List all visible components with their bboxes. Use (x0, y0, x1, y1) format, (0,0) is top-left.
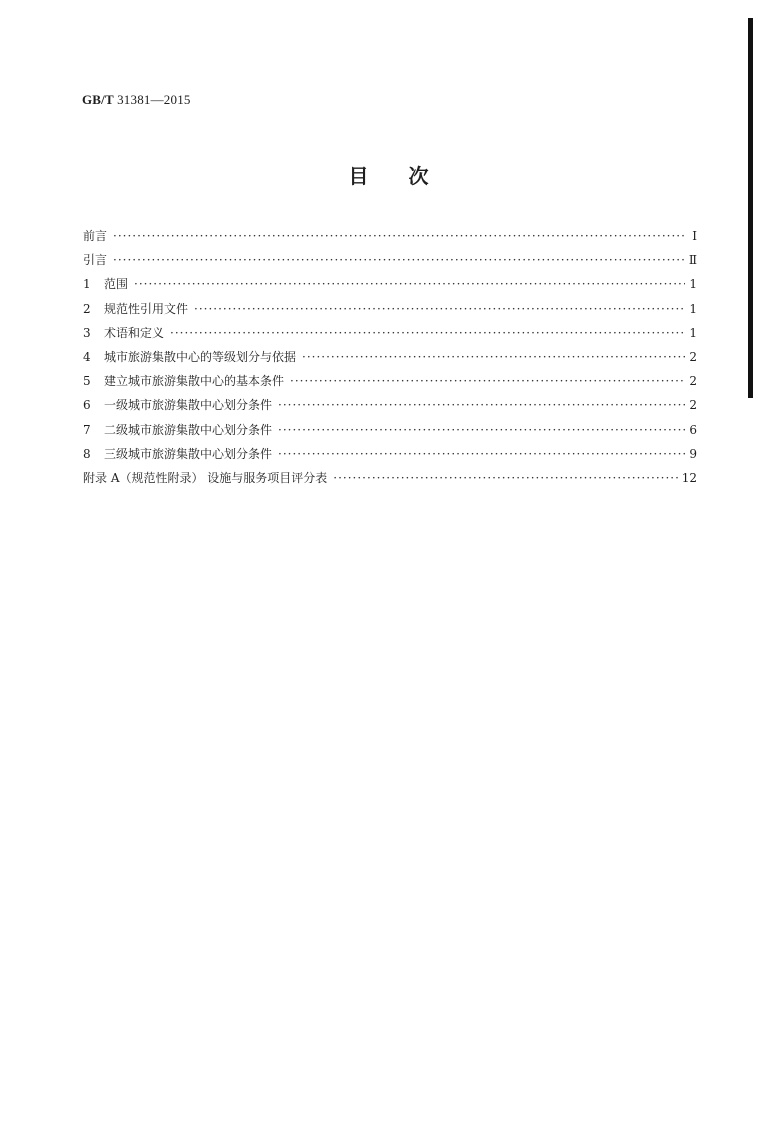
toc-entry-7[interactable] (83, 421, 697, 445)
toc-entry-page: 2 (689, 398, 697, 413)
toc-entry-3[interactable] (83, 324, 697, 348)
toc-entry-5[interactable] (83, 372, 697, 396)
toc-entry-number: 8 (83, 446, 91, 461)
toc-entry-8[interactable] (83, 445, 697, 469)
toc-entry-label: 二级城市旅游集散中心划分条件 (104, 422, 273, 437)
toc-entry-page: 1 (689, 301, 697, 316)
toc-entry-number: 5 (83, 374, 91, 389)
dot-leader (170, 324, 685, 342)
dot-leader (278, 396, 685, 414)
standard-number: 31381—2015 (117, 92, 191, 107)
toc-entry-label: 前言 (83, 229, 108, 243)
toc-entry-label: 三级城市旅游集散中心划分条件 (104, 446, 273, 461)
toc-entry-page: 2 (689, 374, 697, 389)
toc-entry-number: 7 (83, 422, 91, 437)
toc-entry-annex-a[interactable] (83, 469, 697, 493)
dot-leader (290, 372, 685, 390)
toc-entry-label: 引言 (83, 253, 108, 268)
toc-entry-number: 1 (83, 277, 91, 292)
dot-leader (278, 421, 685, 439)
toc-entry-page: Ⅱ (688, 253, 697, 268)
toc-entry-4[interactable] (83, 348, 697, 372)
toc-entry-number: 6 (83, 398, 91, 413)
page-edge-bar (748, 18, 753, 398)
toc-entry-label: 规范性引用文件 (104, 301, 189, 316)
standard-code (82, 92, 191, 108)
toc-entry-label: 范围 (104, 277, 129, 292)
standard-prefix: GB/T (82, 92, 114, 107)
toc-entry-number: 2 (83, 301, 91, 316)
dot-leader (113, 227, 685, 245)
toc-entry-introduction[interactable] (83, 251, 697, 275)
toc-entry-number: 4 (83, 349, 91, 364)
dot-leader (278, 445, 685, 463)
toc-entry-number: 3 (83, 325, 91, 340)
toc-entry-page: 12 (681, 470, 697, 485)
toc-entry-label: 附录 A（规范性附录） 设施与服务项目评分表 (83, 470, 328, 485)
toc-entry-page: 1 (689, 325, 697, 340)
toc-entry-6[interactable] (83, 396, 697, 420)
dot-leader (113, 251, 685, 269)
toc-entry-foreword[interactable] (83, 227, 697, 251)
toc-entry-label: 建立城市旅游集散中心的基本条件 (104, 374, 285, 389)
toc-entry-page: 6 (689, 422, 697, 437)
toc-entry-label: 城市旅游集散中心的等级划分与依据 (104, 349, 297, 364)
toc-entry-page: 1 (689, 277, 697, 292)
toc-entry-page: Ⅰ (692, 229, 697, 243)
dot-leader (333, 469, 677, 487)
toc-entry-label: 一级城市旅游集散中心划分条件 (104, 398, 273, 413)
dot-leader (194, 300, 685, 318)
dot-leader (134, 275, 685, 293)
toc-entry-label: 术语和定义 (104, 325, 165, 340)
page-title: 目次 (348, 164, 469, 188)
table-of-contents (83, 227, 697, 493)
toc-entry-1[interactable] (83, 275, 697, 299)
dot-leader (302, 348, 685, 366)
toc-entry-page: 9 (689, 446, 697, 461)
toc-entry-2[interactable] (83, 300, 697, 324)
toc-entry-page: 2 (689, 349, 697, 364)
